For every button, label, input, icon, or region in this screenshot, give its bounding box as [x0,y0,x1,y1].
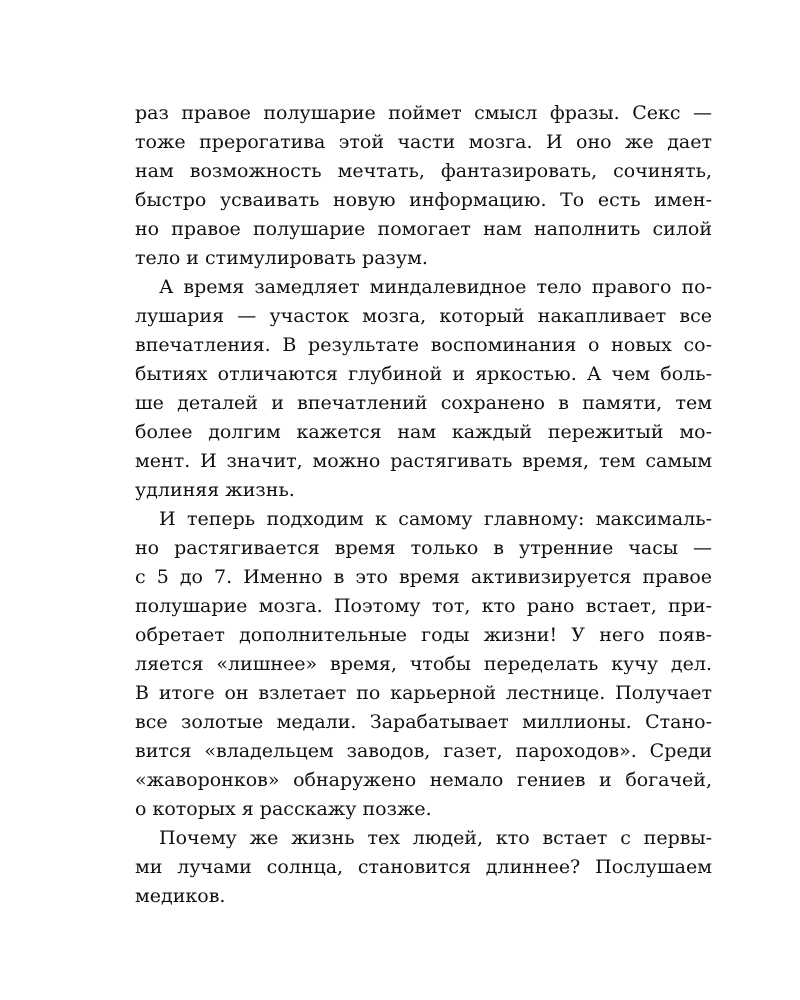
text-line: вится «владельцем заводов, газет, пароходов». Среди [135,740,712,762]
text-line: быстро усваивать новую информацию. То есть имен- [135,189,712,211]
text-line: впечатления. В результате воспоминания о новых со- [135,334,712,356]
text-line: ше деталей и впечатлений сохранено в памяти, тем [135,392,712,414]
book-page-text [135,99,712,911]
text-line: полушарие мозга. Поэтому тот, кто рано встает, при- [135,595,712,617]
text-line: медиков. [135,885,226,907]
text-line: но растягивается время только в утренние часы — [135,537,712,559]
text-line: но правое полушарие помогает нам наполнить силой [135,218,712,240]
text-line: тоже прерогатива этой части мозга. И оно же дает [135,131,712,153]
paragraph-4 [135,824,712,911]
text-line: ми лучами солнца, становится длиннее? Послушаем [135,856,712,878]
text-line: мент. И значит, можно растягивать время, тем самым [135,450,712,472]
text-line: нам возможность мечтать, фантазировать, сочинять, [135,160,712,182]
text-line: раз правое полушарие поймет смысл фразы. Секс — [135,102,712,124]
text-line: бытиях отличаются глубиной и яркостью. А чем боль- [135,363,712,385]
text-line: лушария — участок мозга, который накапливает все [135,305,712,327]
text-line: «жаворонков» обнаружено немало гениев и богачей, [135,769,712,791]
text-line: Почему же жизнь тех людей, кто встает с первы- [159,827,712,849]
text-line: И теперь подходим к самому главному: максималь- [159,508,712,530]
text-line: обретает дополнительные годы жизни! У него появ- [135,624,712,646]
text-line: В итоге он взлетает по карьерной лестнице. Получает [135,682,712,704]
text-line: ляется «лишнее» время, чтобы переделать кучу дел. [135,653,712,675]
text-line: более долгим кажется нам каждый пережитый мо- [135,421,712,443]
text-line: удлиняя жизнь. [135,479,295,501]
text-line: А время замедляет миндалевидное тело правого по- [159,276,712,298]
text-line: с 5 до 7. Именно в это время активизируется правое [135,566,712,588]
paragraph-1 [135,99,712,273]
paragraph-3 [135,505,712,824]
text-line: тело и стимулировать разум. [135,247,428,269]
text-line: о которых я расскажу позже. [135,798,432,820]
paragraph-2 [135,273,712,505]
text-line: все золотые медали. Зарабатывает миллионы. Стано- [135,711,712,733]
